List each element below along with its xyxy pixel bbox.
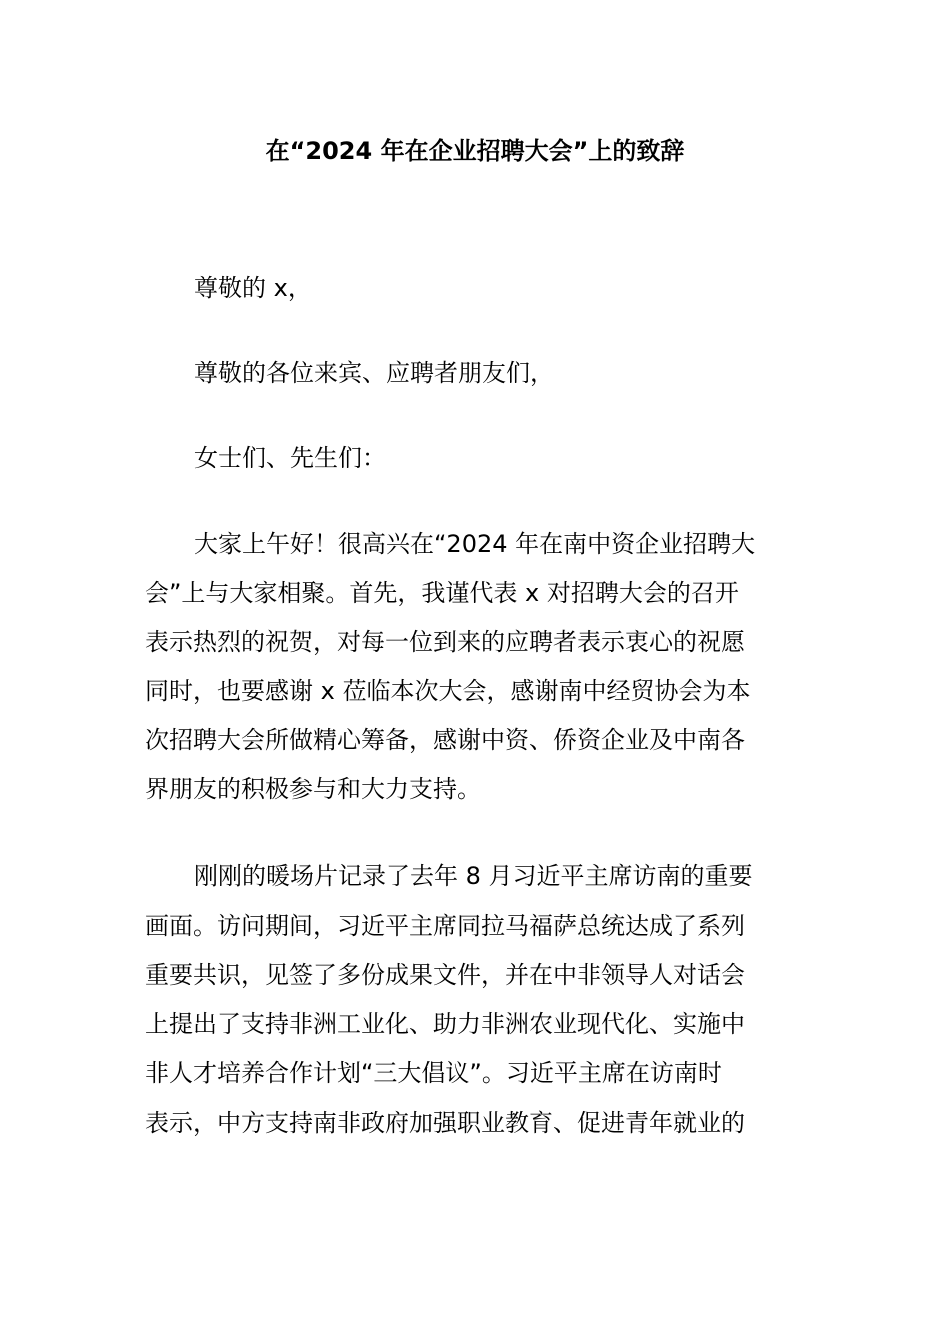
paragraph-line: 上提出了支持非洲工业化、助力非洲农业现代化、实施中 xyxy=(145,1010,745,1038)
salutation-line: 尊敬的各位来宾、应聘者朋友们， xyxy=(194,359,554,387)
paragraph-line: 非人才培养合作计划“三大倡议”。习近平主席在访南时 xyxy=(145,1059,722,1087)
salutation-line: 女士们、先生们： xyxy=(194,444,386,472)
paragraph-line: 画面。访问期间，习近平主席同拉马福萨总统达成了系列 xyxy=(145,912,745,940)
paragraph-line: 界朋友的积极参与和大力支持。 xyxy=(145,775,481,803)
salutation-line: 尊敬的 x， xyxy=(194,274,312,302)
paragraph-line: 表示热烈的祝贺，对每一位到来的应聘者表示衷心的祝愿 xyxy=(145,628,745,656)
paragraph-line: 同时，也要感谢 x 莅临本次大会，感谢南中经贸协会为本 xyxy=(145,677,751,705)
paragraph-line: 表示，中方支持南非政府加强职业教育、促进青年就业的 xyxy=(145,1109,745,1137)
paragraph-line: 大家上午好！很高兴在“2024 年在南中资企业招聘大 xyxy=(194,530,756,558)
paragraph-line: 刚刚的暖场片记录了去年 8 月习近平主席访南的重要 xyxy=(194,862,753,890)
paragraph-line: 会”上与大家相聚。首先，我谨代表 x 对招聘大会的召开 xyxy=(145,579,739,607)
document-title: 在“2024 年在企业招聘大会”上的致辞 xyxy=(265,137,685,165)
paragraph-line: 次招聘大会所做精心筹备，感谢中资、侨资企业及中南各 xyxy=(145,726,745,754)
paragraph-line: 重要共识，见签了多份成果文件，并在中非领导人对话会 xyxy=(145,961,745,989)
